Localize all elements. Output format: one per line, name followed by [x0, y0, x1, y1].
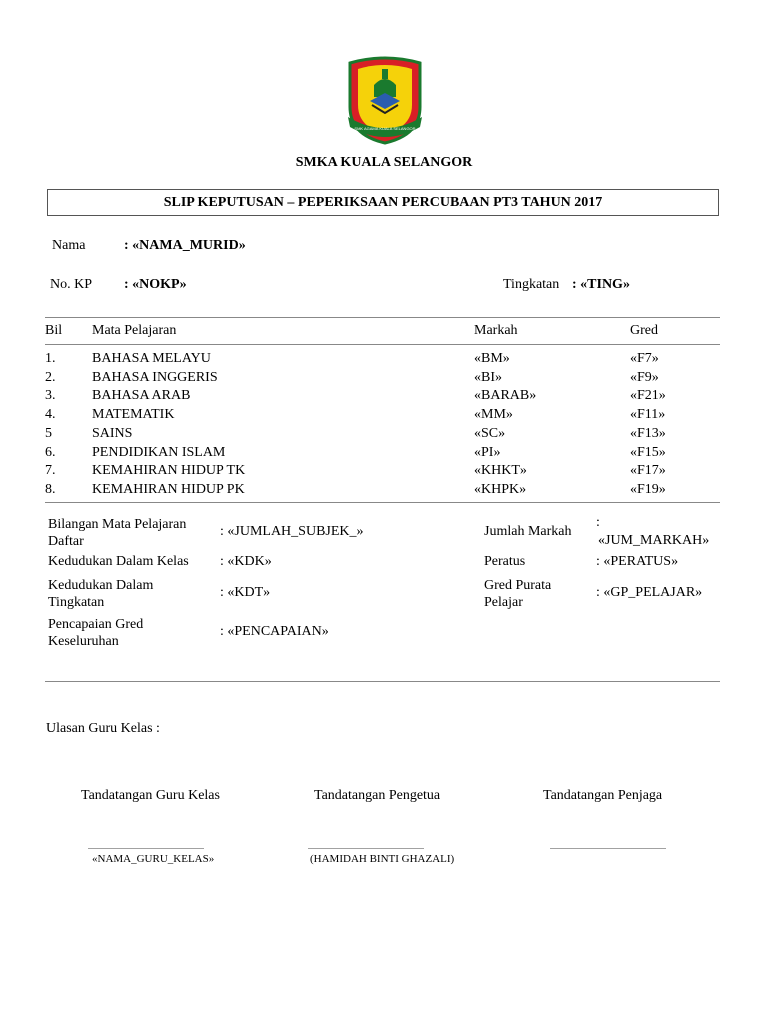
kp-label: No. KP — [50, 277, 93, 292]
header-mark: Markah — [474, 323, 518, 338]
header-subject: Mata Pelajaran — [92, 323, 177, 338]
row-bil: 8. — [45, 482, 56, 497]
percent-label: Peratus — [484, 554, 526, 569]
subjects-count-label: Bilangan Mata Pelajaran Daftar — [48, 517, 187, 549]
row-subject: BAHASA ARAB — [92, 388, 191, 403]
teacher-signature-line: .......................................................... — [88, 842, 204, 851]
row-bil: 3. — [45, 388, 56, 403]
total-mark-label: Jumlah Markah — [484, 524, 572, 539]
logo-motto: SMK AGAMA KUALA SELANGOR — [354, 126, 416, 131]
percent-value: : «PERATUS» — [596, 554, 679, 569]
row-subject: MATEMATIK — [92, 407, 175, 422]
row-subject: KEMAHIRAN HIDUP PK — [92, 482, 245, 497]
form-rank-label: Kedudukan Dalam Tingkatan — [48, 578, 154, 610]
row-mark: «PI» — [474, 445, 501, 460]
slip-title: SLIP KEPUTUSAN – PEPERIKSAAN PERCUBAAN PT3 TAHUN 2017 — [163, 195, 603, 210]
row-subject: BAHASA INGGERIS — [92, 370, 218, 385]
row-subject: KEMAHIRAN HIDUP TK — [92, 463, 246, 478]
principal-name: (HAMIDAH BINTI GHAZALI) — [310, 853, 455, 865]
row-grade: «F13» — [630, 426, 666, 441]
guardian-signature-line: .......................................................... — [550, 842, 666, 851]
row-grade: «F15» — [630, 445, 666, 460]
row-grade: «F9» — [630, 370, 659, 385]
total-mark-value: «JUM_MARKAH» — [598, 533, 710, 548]
row-subject: SAINS — [92, 426, 133, 441]
row-mark: «SC» — [474, 426, 506, 441]
table-bottom-rule — [45, 502, 720, 503]
row-bil: 6. — [45, 445, 56, 460]
row-subject: BAHASA MELAYU — [92, 351, 211, 366]
row-mark: «BM» — [474, 351, 510, 366]
row-mark: «MM» — [474, 407, 513, 422]
row-grade: «F19» — [630, 482, 666, 497]
row-grade: «F17» — [630, 463, 666, 478]
row-bil: 2. — [45, 370, 56, 385]
row-bil: 1. — [45, 351, 56, 366]
principal-signature-line: .......................................................... — [308, 842, 424, 851]
gpa-label: Gred Purata Pelajar — [484, 578, 552, 610]
class-rank-value: : «KDK» — [220, 554, 272, 569]
row-bil: 5 — [45, 426, 52, 441]
row-bil: 7. — [45, 463, 56, 478]
form-label: Tingkatan — [503, 277, 560, 292]
school-crest-logo — [344, 55, 426, 145]
row-mark: «BARAB» — [474, 388, 537, 403]
overall-achievement-label: Pencapaian Gred Keseluruhan — [48, 617, 144, 649]
kp-value: : «NOKP» — [124, 277, 187, 292]
name-label: Nama — [52, 238, 86, 253]
gpa-value: : «GP_PELAJAR» — [596, 585, 703, 600]
row-mark: «BI» — [474, 370, 502, 385]
row-mark: «KHPK» — [474, 482, 527, 497]
class-teacher-remarks-label: Ulasan Guru Kelas : — [46, 721, 160, 736]
row-grade: «F21» — [630, 388, 666, 403]
row-grade: «F11» — [630, 407, 666, 422]
guardian-signature-label: Tandatangan Penjaga — [543, 788, 663, 803]
row-grade: «F7» — [630, 351, 659, 366]
header-grade: Gred — [630, 323, 658, 338]
name-value: : «NAMA_MURID» — [124, 238, 246, 253]
principal-signature-label: Tandatangan Pengetua — [314, 788, 441, 803]
school-name: SMKA KUALA SELANGOR — [295, 155, 473, 170]
form-rank-value: : «KDT» — [220, 585, 271, 600]
overall-achievement-value: : «PENCAPAIAN» — [220, 624, 329, 639]
class-teacher-name: «NAMA_GURU_KELAS» — [92, 853, 215, 865]
total-mark-colon: : — [596, 515, 600, 530]
table-header-rule — [45, 344, 720, 345]
header-bil: Bil — [45, 323, 63, 338]
summary-rule — [45, 681, 720, 682]
form-value: : «TING» — [572, 277, 630, 292]
table-top-rule — [45, 317, 720, 318]
subjects-count-value: : «JUMLAH_SUBJEK_» — [220, 524, 364, 539]
row-mark: «KHKT» — [474, 463, 527, 478]
row-bil: 4. — [45, 407, 56, 422]
row-subject: PENDIDIKAN ISLAM — [92, 445, 226, 460]
teacher-signature-label: Tandatangan Guru Kelas — [81, 788, 220, 803]
class-rank-label: Kedudukan Dalam Kelas — [48, 554, 189, 569]
